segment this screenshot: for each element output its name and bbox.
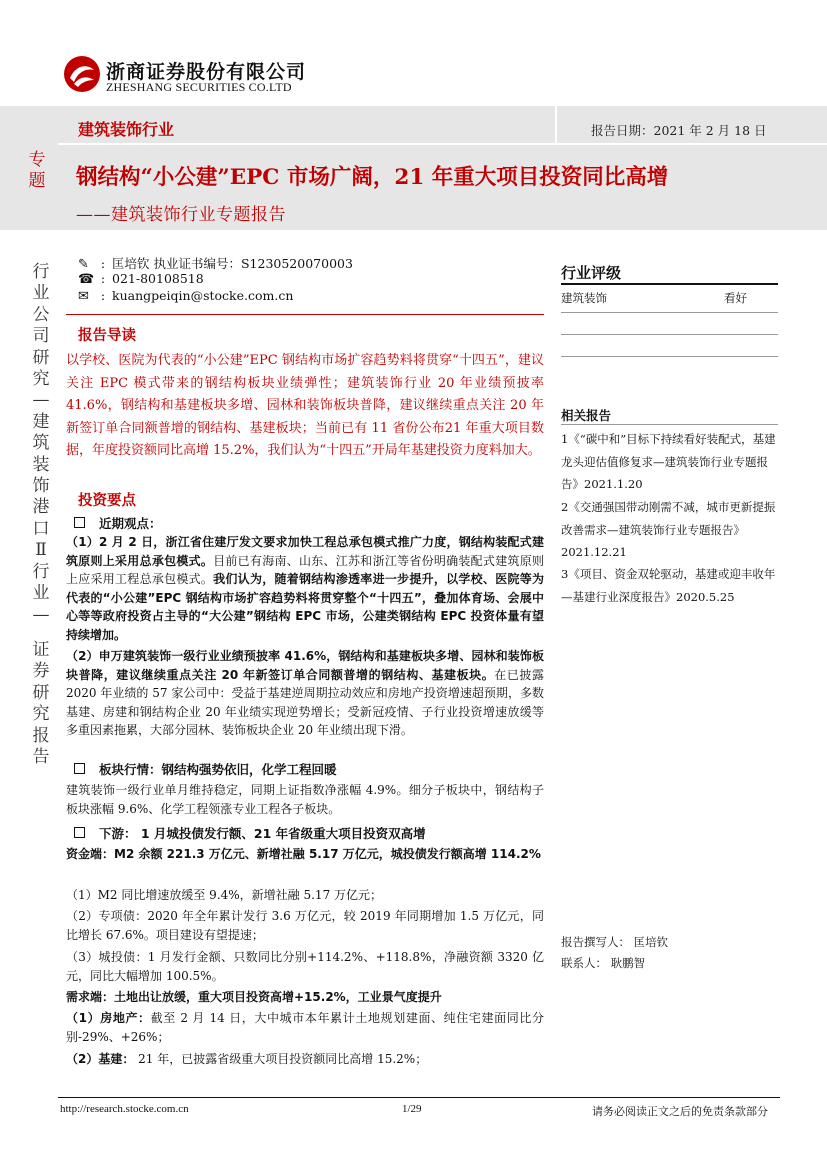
- report-writer: 报告撰写人： 匡培钦: [561, 935, 669, 949]
- related-item-1[interactable]: 1《“碳中和”目标下持续看好装配式，基建龙头迎估值修复求—建筑装饰行业专题报告》2021.1.20: [561, 432, 776, 491]
- bullet-recent-view: 近期观点：: [74, 514, 162, 532]
- report-contact: 联系人： 耿鹏智: [561, 956, 646, 970]
- band-divider: [58, 143, 827, 145]
- topic-tag: 专题: [28, 150, 46, 191]
- paragraph-3: 建筑装饰一级行业单月维持稳定，同期上证指数净涨幅 4.9%。细分子板块中，钢结构子板块涨幅 9.6%、化学工程领涨专业工程各子板块。: [66, 783, 544, 816]
- intro-text: 以学校、医院为代表的“小公建”EPC 钢结构市场扩容趋势料将贯穿“十四五”，建议关注 EPC 模式带来的钢结构板块业绩弹性；建筑装饰行业 20 年业绩预披率 41.6%，钢结构和基建板块多增、园林和装饰板块普降，建议继续重点关注 20 年新签订单合同额普增的钢结构、基建板块；当前已有 11 省份公布21 年重大项目数据，年度投资额同比高增 15.2%，我们认为“十四五”开局年基建投资力度料加大。: [66, 353, 544, 458]
- report-title: 钢结构“小公建”EPC 市场广阔，21 年重大项目投资同比高增: [76, 165, 669, 190]
- page-number: 1/29: [402, 1103, 422, 1115]
- rating-value: 看好: [724, 291, 747, 305]
- paragraph-9: （1）房地产：截至 2 月 14 日，大中城市本年累计土地规划建面、纯住宅建面同比分别-29%、+26%；: [66, 1011, 544, 1044]
- related-item-2[interactable]: 2《交通强国带动刚需不减，城市更新提振改善需求—建筑装饰行业专题报告》2021.12.21: [561, 500, 776, 559]
- intro-heading: 报告导读: [78, 328, 136, 344]
- footer-rule: [58, 1097, 780, 1098]
- company-name-cn: 浙商证券股份有限公司: [106, 61, 307, 83]
- analyst-phone-line: ☎ : 021-80108518: [78, 271, 204, 287]
- company-name-en: ZHESHANG SECURITIES CO.LTD: [106, 80, 292, 94]
- rating-heading: 行业评级: [561, 264, 622, 282]
- rating-industry: 建筑装饰: [561, 291, 607, 305]
- mail-icon: ✉: [78, 289, 89, 304]
- bullet-downstream: 下游： 1 月城投债发行额、21 年省级重大项目投资双高增: [74, 824, 426, 842]
- rating-rule-3: [561, 356, 778, 357]
- phone-icon: ☎: [78, 272, 95, 287]
- footer-disclaimer: 请务必阅读正文之后的免责条款部分: [592, 1105, 768, 1118]
- rating-rule-2: [561, 334, 778, 335]
- paragraph-1: （1）2 月 2 日，浙江省住建厅发文要求加快工程总承包模式推广力度，钢结构装配式建筑原则上采用总承包模式。目前已有海南、山东、江苏和浙江等省份明确装配式建筑原则上应采用工程总承包模式。我们认为，随着钢结构渗透率进一步提升，以学校、医院等为代表的“小公建”EPC 钢结构市场扩容趋势料将贯穿整个“十四五”，叠加体育场、会展中心等等政府投资占主导的“大公建”钢结构 EPC 市场，公建类钢结构 EPC 投资体量有望持续增加。: [66, 535, 544, 642]
- analyst-email-line: ✉ : kuangpeiqin@stocke.com.cn: [78, 288, 294, 304]
- rating-rule-top: [561, 283, 778, 285]
- related-rule: [561, 424, 778, 425]
- report-subtitle: ——建筑装饰行业专题报告: [76, 205, 286, 225]
- section-rule-top: [66, 314, 544, 315]
- paragraph-8: 需求端：土地出让放缓，重大项目投资高增+15.2%，工业景气度提升: [66, 990, 442, 1004]
- analyst-name-line: ✎ : 匡培钦 执业证书编号：S1230520070003: [78, 256, 353, 272]
- related-heading: 相关报告: [561, 408, 612, 423]
- side-label-category: 行业公司研究—建筑装饰港口Ⅱ行业—: [32, 262, 50, 625]
- band-vertical-divider: [555, 106, 557, 144]
- pen-icon: ✎: [78, 257, 89, 272]
- paragraph-7: （3）城投债：1 月发行金额、只数同比分别+114.2%、+118.8%，净融资额 3320 亿元，同比大幅增加 100.5%。: [66, 950, 544, 983]
- paragraph-4: 资金端：M2 余额 221.3 万亿元、新增社融 5.17 万亿元，城投债发行额高增 114.2%: [66, 847, 541, 861]
- report-date: 报告日期：2021 年 2 月 18 日: [591, 123, 767, 138]
- paragraph-6: （2）专项债：2020 年全年累计发行 3.6 万亿元，较 2019 年同期增加 1.5 万亿元，同比增长 67.6%。项目建设有望提速；: [66, 909, 544, 942]
- industry-name: 建筑装饰行业: [78, 120, 175, 139]
- paragraph-5: （1）M2 同比增速放缓至 9.4%，新增社融 5.17 万亿元；: [66, 888, 383, 902]
- paragraph-2: （2）申万建筑装饰一级行业业绩预披率 41.6%，钢结构和基建板块多增、园林和装饰板块普降，建议继续重点关注 20 年新签订单合同额普增的钢结构、基建板块。在已披露 2020 年业绩的 57 家公司中：受益于基建逆周期拉动效应和房地产投资增速超预期，多数基建、房建和钢结构企业 20 年业绩实现逆势增长；受新冠疫情、子行业投资增速放缓等多重因素拖累，大部分园林、装饰板块企业 20 年业绩出现下滑。: [66, 649, 544, 737]
- analyst-email-link[interactable]: kuangpeiqin@stocke.com.cn: [112, 288, 294, 303]
- footer-url[interactable]: http://research.stocke.com.cn: [60, 1103, 189, 1115]
- rating-rule-1: [561, 312, 778, 313]
- paragraph-10: （2）基建： 21 年，已披露省级重大项目投资额同比高增 15.2%；: [66, 1052, 428, 1066]
- rating-row: [561, 290, 778, 306]
- company-logo: [62, 54, 102, 94]
- side-label-type: 证券研究报告: [32, 640, 50, 768]
- bullet-sector-market: 板块行情：钢结构强势依旧，化学工程回暖: [74, 760, 337, 778]
- key-points-heading: 投资要点: [78, 493, 136, 509]
- related-item-3[interactable]: 3《项目、资金双轮驱动，基建或迎丰收年—基建行业深度报告》2020.5.25: [561, 567, 776, 604]
